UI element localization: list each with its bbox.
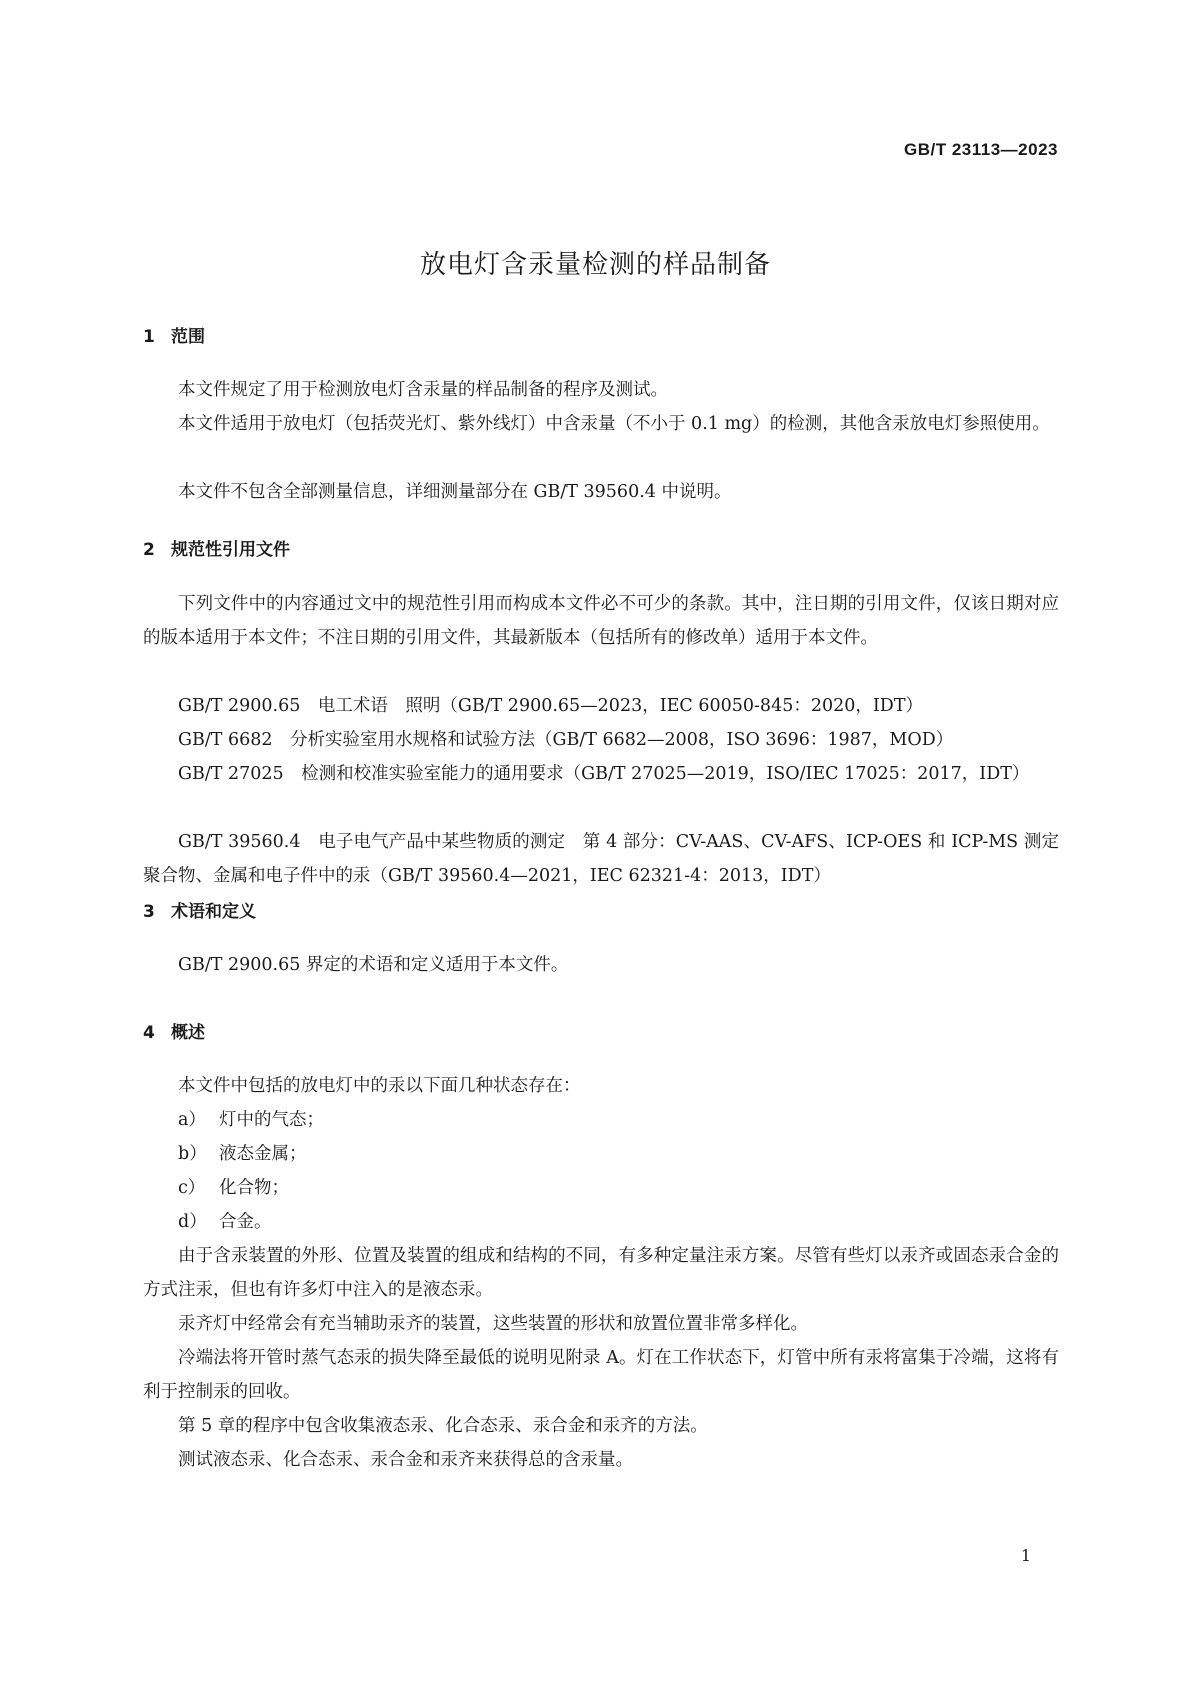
list-item: [178, 1103, 324, 1137]
list-marker: b）: [178, 1144, 207, 1164]
paragraph: 本文件适用于放电灯（包括荧光灯、紫外线灯）中含汞量（不小于 0.1 mg）的检测，其他含汞放电灯参照使用。: [178, 414, 1050, 434]
list-item: [178, 1205, 272, 1239]
section-4-heading: [143, 1018, 205, 1043]
list-item: [178, 1171, 289, 1205]
list-marker: a）: [178, 1110, 206, 1130]
paragraph: 汞齐灯中经常会有充当辅助汞齐的装置，这些装置的形状和放置位置非常多样化。: [178, 1314, 808, 1334]
section-title: 范围: [171, 327, 205, 347]
reference-item: GB/T 2900.65 电工术语 照明（GB/T 2900.65—2023，IEC 60050-845：2020，IDT）: [178, 696, 923, 716]
paragraph: 测试液态汞、化合态汞、汞合金和汞齐来获得总的含汞量。: [178, 1450, 633, 1470]
document-title: 放电灯含汞量检测的样品制备: [419, 250, 771, 280]
list-text: 合金。: [219, 1212, 272, 1232]
list-item: [178, 1137, 307, 1171]
section-number: 1: [143, 327, 155, 347]
section-title: 术语和定义: [171, 902, 256, 922]
section-title: 概述: [171, 1023, 205, 1043]
section-2-heading: [143, 535, 290, 560]
list-text: 化合物；: [219, 1178, 289, 1198]
standard-code: GB/T 23113—2023: [904, 140, 1058, 159]
page-number: 1: [1020, 1546, 1031, 1565]
reference-item: GB/T 6682 分析实验室用水规格和试验方法（GB/T 6682—2008，ISO 3696：1987，MOD）: [178, 730, 954, 750]
paragraph: 由于含汞装置的外形、位置及装置的组成和结构的不同，有多种定量注汞方案。尽管有些灯以汞齐或固态汞合金的方式注汞，但也有许多灯中注入的是液态汞。: [143, 1246, 1059, 1300]
paragraph: 本文件不包含全部测量信息，详细测量部分在 GB/T 39560.4 中说明。: [178, 482, 732, 502]
paragraph: 本文件中包括的放电灯中的汞以下面几种状态存在：: [178, 1076, 581, 1096]
reference-item: GB/T 39560.4 电子电气产品中某些物质的测定 第 4 部分：CV-AAS、CV-AFS、ICP-OES 和 ICP-MS 测定聚合物、金属和电子件中的汞（GB/T 39560.4—2021，IEC 62321-4：2013，IDT）: [143, 832, 1059, 886]
list-text: 液态金属；: [219, 1144, 307, 1164]
paragraph: 下列文件中的内容通过文中的规范性引用而构成本文件必不可少的条款。其中，注日期的引用文件，仅该日期对应的版本适用于本文件；不注日期的引用文件，其最新版本（包括所有的修改单）适用于本文件。: [143, 594, 1059, 648]
list-marker: c）: [178, 1178, 206, 1198]
section-3-heading: [143, 897, 256, 922]
section-number: 4: [143, 1023, 155, 1043]
section-number: 2: [143, 540, 155, 560]
section-1-heading: [143, 322, 205, 347]
paragraph: 本文件规定了用于检测放电灯含汞量的样品制备的程序及测试。: [178, 380, 668, 400]
section-number: 3: [143, 902, 155, 922]
list-text: 灯中的气态；: [219, 1110, 324, 1130]
reference-item: GB/T 27025 检测和校准实验室能力的通用要求（GB/T 27025—2019，ISO/IEC 17025：2017，IDT）: [178, 764, 1030, 784]
paragraph: GB/T 2900.65 界定的术语和定义适用于本文件。: [178, 955, 569, 975]
section-title: 规范性引用文件: [171, 540, 290, 560]
list-marker: d）: [178, 1212, 207, 1232]
paragraph: 第 5 章的程序中包含收集液态汞、化合态汞、汞合金和汞齐的方法。: [178, 1416, 708, 1436]
paragraph: 冷端法将开管时蒸气态汞的损失降至最低的说明见附录 A。灯在工作状态下，灯管中所有汞将富集于冷端，这将有利于控制汞的回收。: [143, 1348, 1059, 1402]
